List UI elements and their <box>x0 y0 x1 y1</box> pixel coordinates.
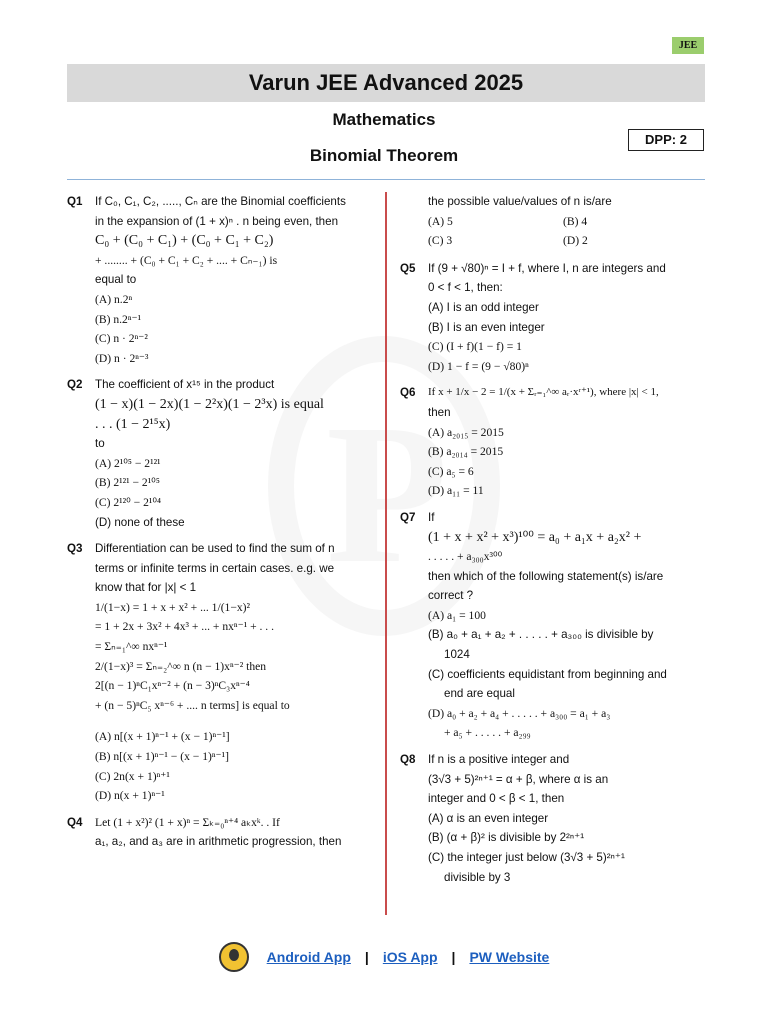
column-divider <box>385 192 387 915</box>
question-3 <box>67 539 373 806</box>
question-formula: 2/(1−x)³ = Σₙ₌₂^∞ n (n − 1)xⁿ⁻² then <box>95 659 267 673</box>
option-c: (C) a₅ = 6 <box>428 464 474 478</box>
option-a: (A) 5 <box>428 214 453 228</box>
question-text: If n is a positive integer and <box>428 753 570 767</box>
question-formula: 2[(n − 1)ⁿC₁xⁿ⁻² + (n − 3)ⁿC₃xⁿ⁻⁴ <box>95 679 250 693</box>
question-5 <box>400 259 705 377</box>
option-b: (B) n[(x + 1)ⁿ⁻¹ − (x − 1)ⁿ⁻¹] <box>95 750 230 764</box>
question-text: to <box>95 437 105 451</box>
question-body <box>95 375 373 532</box>
question-body <box>428 383 705 501</box>
subject-title: Mathematics <box>332 110 436 129</box>
option-d: (D) a₀ + a₂ + a₄ + . . . . . + a₃₀₀ = a₁ + a₃ <box>428 706 611 720</box>
option-c-continued: end are equal <box>444 687 515 701</box>
question-formula: = Σₙ₌₁^∞ nxⁿ⁻¹ <box>95 640 168 654</box>
option-a: (A) n[(x + 1)ⁿ⁻¹ + (x − 1)ⁿ⁻¹] <box>95 730 230 744</box>
option-c: (C) the integer just below (3√3 + 5)²ⁿ⁺¹ <box>428 851 625 864</box>
android-app-link[interactable]: Android App <box>266 949 351 965</box>
option-a: (A) α is an even integer <box>428 811 549 825</box>
option-b: (B) a₂₀₁₄ = 2015 <box>428 445 504 459</box>
question-formula: (3√3 + 5)²ⁿ⁺¹ = α + β, where α is an <box>428 772 609 786</box>
option-d: (D) n(x + 1)ⁿ⁻¹ <box>95 789 165 803</box>
question-formula: 1/(1−x) = 1 + x + x² + ... 1/(1−x)² <box>95 600 251 614</box>
question-number: Q1 <box>67 195 83 208</box>
question-formula: + (n − 5)ⁿC₅ xⁿ⁻⁶ + .... n terms] is equal to <box>95 698 290 712</box>
question-text: The coefficient of x¹⁵ in the product <box>95 378 275 392</box>
question-6 <box>400 383 705 501</box>
question-7 <box>400 508 705 743</box>
question-text: If C₀, C₁, C₂, ....., Cₙ are the Binomial coefficients <box>95 195 346 208</box>
option-a: (A) 2¹⁰⁵ − 2¹²¹ <box>95 456 161 470</box>
option-a: (A) a₁ = 100 <box>428 608 486 622</box>
header-rule <box>67 179 705 180</box>
option-c: (C) n · 2ⁿ⁻² <box>95 332 148 346</box>
pw-website-link[interactable]: PW Website <box>469 949 550 965</box>
option-b: (B) 2¹²¹ − 2¹⁰⁵ <box>95 476 160 490</box>
footer-links <box>0 942 768 972</box>
option-c: (C) (I + f)(1 − f) = 1 <box>428 340 522 354</box>
question-body <box>428 508 705 743</box>
option-d: (D) 1 − f = (9 − √80)ⁿ <box>428 359 529 373</box>
question-formula: . . . (1 − 2¹⁵x) <box>95 416 171 432</box>
option-a: (A) a₂₀₁₅ = 2015 <box>428 425 504 439</box>
separator: | <box>364 949 369 965</box>
option-c: (C) coefficients equidistant from beginning and <box>428 667 667 681</box>
question-formula: + ........ + (C₀ + C₁ + C₂ + .... + Cₙ₋₁) is <box>95 253 278 267</box>
question-4-continued <box>400 192 705 251</box>
option-d: (D) 2 <box>563 234 588 248</box>
pw-logo-icon <box>219 942 249 972</box>
question-text: correct ? <box>428 589 474 603</box>
question-text: 0 < f < 1, then: <box>428 281 503 295</box>
question-number: Q3 <box>67 542 83 556</box>
option-b: (B) 4 <box>563 214 588 228</box>
option-c: (C) 2n(x + 1)ⁿ⁺¹ <box>95 769 170 783</box>
question-body <box>95 192 373 368</box>
question-formula: (1 + x + x² + x³)¹⁰⁰ = a₀ + a₁x + a₂x² + <box>428 529 642 545</box>
question-body <box>428 750 705 887</box>
question-number: Q2 <box>67 378 83 392</box>
question-text: If (9 + √80)ⁿ = I + f, where I, n are integers and <box>428 261 666 275</box>
option-c: (C) 3 <box>428 234 453 248</box>
question-number: Q4 <box>67 815 83 829</box>
question-text: then which of the following statement(s) is/are <box>428 569 664 583</box>
option-a: (A) n.2ⁿ <box>95 292 133 306</box>
option-d: (D) a₁₁ = 11 <box>428 484 484 498</box>
question-formula: If x + 1/x − 2 = 1/(x + Σᵣ₌₁^∞ aᵣ·xʳ⁺¹), where |x| < 1, <box>428 386 659 399</box>
question-8 <box>400 750 705 887</box>
option-b: (B) n.2ⁿ⁻¹ <box>95 312 142 326</box>
question-text: integer and 0 < β < 1, then <box>428 792 565 806</box>
chapter-title: Binomial Theorem <box>309 146 459 165</box>
question-text: Differentiation can be used to find the sum of n <box>95 542 335 556</box>
question-formula: Let (1 + x²)² (1 + x)ⁿ = Σₖ₌₀ⁿ⁺⁴ aₖxᵏ. . If <box>95 815 280 829</box>
question-text: a₁, a₂, and a₃ are in arithmetic progression, then <box>95 835 342 849</box>
question-text: If <box>428 510 435 524</box>
ios-app-link[interactable]: iOS App <box>382 949 438 965</box>
option-b-continued: 1024 <box>444 648 470 662</box>
question-2 <box>67 375 373 532</box>
question-number: Q6 <box>400 386 416 400</box>
question-text: equal to <box>95 273 137 287</box>
question-formula: C₀ + (C₀ + C₁) + (C₀ + C₁ + C₂) <box>95 233 274 249</box>
option-c-continued: divisible by 3 <box>444 870 511 884</box>
question-text: the possible value/values of n is/are <box>428 195 612 208</box>
question-body <box>428 259 705 377</box>
question-formula: (1 − x)(1 − 2x)(1 − 2²x)(1 − 2³x) is equal <box>95 396 324 412</box>
question-number: Q7 <box>400 510 416 524</box>
question-number: Q5 <box>400 261 416 275</box>
question-text: terms or infinite terms in certain cases. e.g. we <box>95 561 335 575</box>
left-column <box>67 192 373 859</box>
question-text: then <box>428 405 451 419</box>
option-a: (A) I is an odd integer <box>428 300 539 314</box>
right-column <box>400 192 705 894</box>
question-formula: = 1 + 2x + 3x² + 4x³ + ... + nxⁿ⁻¹ + . . . <box>95 620 275 634</box>
option-b: (B) I is an even integer <box>428 320 545 334</box>
question-text: in the expansion of (1 + x)ⁿ . n being even, then <box>95 214 339 228</box>
question-4 <box>67 813 373 852</box>
option-row <box>428 212 705 232</box>
dpp-badge: DPP: 2 <box>628 129 704 151</box>
option-b: (B) (α + β)² is divisible by 2²ⁿ⁺¹ <box>428 831 585 845</box>
question-formula: . . . . . + a₃₀₀x³⁰⁰ <box>428 550 503 564</box>
option-d: (D) none of these <box>95 515 185 529</box>
exam-tag: JEE <box>672 37 704 54</box>
question-number: Q8 <box>400 753 416 767</box>
option-d: (D) n · 2ⁿ⁻³ <box>95 351 149 365</box>
question-body <box>95 539 373 806</box>
question-1 <box>67 192 373 368</box>
separator: | <box>451 949 456 965</box>
option-d-continued: + a₅ + . . . . . + a₂₉₉ <box>444 726 531 740</box>
option-c: (C) 2¹²⁰ − 2¹⁰⁴ <box>95 495 162 509</box>
question-text: know that for |x| < 1 <box>95 581 197 595</box>
option-b: (B) a₀ + a₁ + a₂ + . . . . . + a₃₀₀ is divisible by <box>428 628 654 642</box>
question-body <box>95 813 373 852</box>
page-title: Varun JEE Advanced 2025 <box>67 64 705 102</box>
option-row <box>428 231 705 251</box>
